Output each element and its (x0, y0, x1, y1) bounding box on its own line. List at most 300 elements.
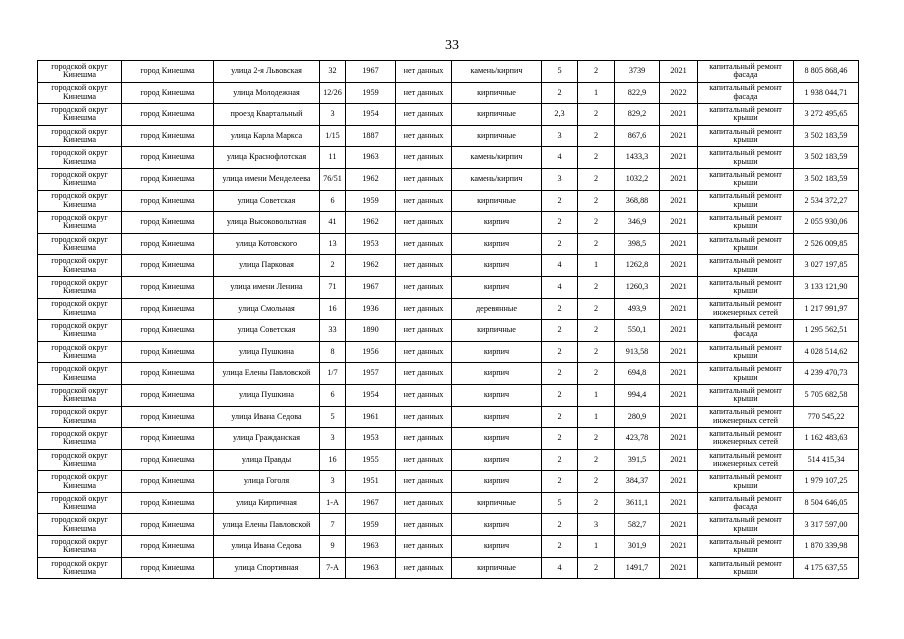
settlement-cell: город Кинешма (122, 514, 214, 536)
repair-year-cell: 2021 (660, 255, 698, 277)
district-cell: городской округ Кинешма (38, 147, 122, 169)
year-built-cell: 1962 (346, 212, 396, 234)
district-cell: городской округ Кинешма (38, 233, 122, 255)
district-cell: городской округ Кинешма (38, 61, 122, 83)
work-type-cell: капитальный ремонт крыши (698, 190, 794, 212)
repair-year-cell: 2021 (660, 363, 698, 385)
area-cell: 3739 (615, 61, 660, 83)
year-built-cell: 1955 (346, 449, 396, 471)
area-cell: 423,78 (615, 428, 660, 450)
district-cell: городской округ Кинешма (38, 428, 122, 450)
status-cell: нет данных (396, 255, 452, 277)
settlement-cell: город Кинешма (122, 536, 214, 558)
area-cell: 280,9 (615, 406, 660, 428)
entrances-cell: 1 (578, 384, 615, 406)
settlement-cell: город Кинешма (122, 557, 214, 579)
area-cell: 913,58 (615, 341, 660, 363)
settlement-cell: город Кинешма (122, 384, 214, 406)
house-number-cell: 1-А (320, 492, 346, 514)
floors-cell: 3 (542, 125, 578, 147)
year-built-cell: 1963 (346, 536, 396, 558)
floors-cell: 2 (542, 384, 578, 406)
wall-material-cell: кирпич (452, 276, 542, 298)
year-built-cell: 1954 (346, 384, 396, 406)
street-cell: улица Высоковольтная (214, 212, 320, 234)
house-number-cell: 6 (320, 190, 346, 212)
house-number-cell: 1/15 (320, 125, 346, 147)
house-number-cell: 11 (320, 147, 346, 169)
wall-material-cell: деревянные (452, 298, 542, 320)
amount-cell: 3 133 121,90 (794, 276, 859, 298)
table-row (38, 147, 859, 169)
year-built-cell: 1953 (346, 428, 396, 450)
district-cell: городской округ Кинешма (38, 406, 122, 428)
status-cell: нет данных (396, 276, 452, 298)
settlement-cell: город Кинешма (122, 147, 214, 169)
entrances-cell: 2 (578, 276, 615, 298)
wall-material-cell: камень/кирпич (452, 61, 542, 83)
house-number-cell: 5 (320, 406, 346, 428)
repair-year-cell: 2021 (660, 212, 698, 234)
floors-cell: 2 (542, 212, 578, 234)
entrances-cell: 1 (578, 406, 615, 428)
district-cell: городской округ Кинешма (38, 212, 122, 234)
table-row (38, 471, 859, 493)
settlement-cell: город Кинешма (122, 341, 214, 363)
table-row (38, 449, 859, 471)
floors-cell: 2 (542, 320, 578, 342)
street-cell: улица Спортивная (214, 557, 320, 579)
entrances-cell: 1 (578, 82, 615, 104)
street-cell: улица Карла Маркса (214, 125, 320, 147)
floors-cell: 2 (542, 406, 578, 428)
status-cell: нет данных (396, 363, 452, 385)
floors-cell: 2 (542, 428, 578, 450)
status-cell: нет данных (396, 190, 452, 212)
table-row (38, 125, 859, 147)
district-cell: городской округ Кинешма (38, 168, 122, 190)
amount-cell: 4 239 470,73 (794, 363, 859, 385)
table-row (38, 536, 859, 558)
repair-year-cell: 2021 (660, 298, 698, 320)
wall-material-cell: кирпич (452, 449, 542, 471)
amount-cell: 3 317 597,00 (794, 514, 859, 536)
street-cell: улица Ивана Седова (214, 536, 320, 558)
wall-material-cell: кирпич (452, 255, 542, 277)
street-cell: улица имени Менделеева (214, 168, 320, 190)
settlement-cell: город Кинешма (122, 363, 214, 385)
area-cell: 994,4 (615, 384, 660, 406)
floors-cell: 5 (542, 61, 578, 83)
area-cell: 582,7 (615, 514, 660, 536)
area-cell: 346,9 (615, 212, 660, 234)
table-row (38, 61, 859, 83)
repair-year-cell: 2021 (660, 320, 698, 342)
table-row (38, 298, 859, 320)
settlement-cell: город Кинешма (122, 61, 214, 83)
year-built-cell: 1967 (346, 61, 396, 83)
floors-cell: 2 (542, 341, 578, 363)
work-type-cell: капитальный ремонт инженерных сетей (698, 449, 794, 471)
street-cell: улица Пушкина (214, 341, 320, 363)
amount-cell: 3 502 183,59 (794, 147, 859, 169)
year-built-cell: 1963 (346, 557, 396, 579)
repair-year-cell: 2021 (660, 276, 698, 298)
wall-material-cell: кирпич (452, 212, 542, 234)
status-cell: нет данных (396, 82, 452, 104)
amount-cell: 4 175 637,55 (794, 557, 859, 579)
entrances-cell: 2 (578, 471, 615, 493)
work-type-cell: капитальный ремонт крыши (698, 384, 794, 406)
street-cell: улица Советская (214, 320, 320, 342)
settlement-cell: город Кинешма (122, 471, 214, 493)
amount-cell: 5 705 682,58 (794, 384, 859, 406)
work-type-cell: капитальный ремонт инженерных сетей (698, 428, 794, 450)
work-type-cell: капитальный ремонт крыши (698, 471, 794, 493)
street-cell: улица Пушкина (214, 384, 320, 406)
amount-cell: 1 217 991,97 (794, 298, 859, 320)
repair-year-cell: 2021 (660, 233, 698, 255)
work-type-cell: капитальный ремонт крыши (698, 104, 794, 126)
house-number-cell: 6 (320, 384, 346, 406)
work-type-cell: капитальный ремонт фасада (698, 82, 794, 104)
table-row (38, 320, 859, 342)
wall-material-cell: кирпичные (452, 125, 542, 147)
status-cell: нет данных (396, 168, 452, 190)
floors-cell: 3 (542, 168, 578, 190)
house-number-cell: 16 (320, 298, 346, 320)
district-cell: городской округ Кинешма (38, 384, 122, 406)
wall-material-cell: камень/кирпич (452, 168, 542, 190)
entrances-cell: 1 (578, 536, 615, 558)
repair-register-table (37, 60, 859, 579)
repair-year-cell: 2021 (660, 168, 698, 190)
area-cell: 694,8 (615, 363, 660, 385)
house-number-cell: 7-А (320, 557, 346, 579)
amount-cell: 3 502 183,59 (794, 168, 859, 190)
house-number-cell: 1/7 (320, 363, 346, 385)
entrances-cell: 2 (578, 147, 615, 169)
wall-material-cell: камень/кирпич (452, 147, 542, 169)
amount-cell: 3 502 183,59 (794, 125, 859, 147)
repair-year-cell: 2021 (660, 557, 698, 579)
district-cell: городской округ Кинешма (38, 125, 122, 147)
settlement-cell: город Кинешма (122, 320, 214, 342)
wall-material-cell: кирпич (452, 233, 542, 255)
repair-year-cell: 2021 (660, 514, 698, 536)
status-cell: нет данных (396, 298, 452, 320)
wall-material-cell: кирпич (452, 363, 542, 385)
floors-cell: 4 (542, 276, 578, 298)
street-cell: улица имени Ленина (214, 276, 320, 298)
entrances-cell: 2 (578, 298, 615, 320)
status-cell: нет данных (396, 406, 452, 428)
entrances-cell: 2 (578, 557, 615, 579)
house-number-cell: 3 (320, 428, 346, 450)
street-cell: улица Кирпичная (214, 492, 320, 514)
entrances-cell: 2 (578, 341, 615, 363)
work-type-cell: капитальный ремонт крыши (698, 168, 794, 190)
amount-cell: 3 027 197,85 (794, 255, 859, 277)
repair-year-cell: 2021 (660, 428, 698, 450)
repair-year-cell: 2021 (660, 384, 698, 406)
area-cell: 1433,3 (615, 147, 660, 169)
wall-material-cell: кирпичные (452, 82, 542, 104)
house-number-cell: 33 (320, 320, 346, 342)
settlement-cell: город Кинешма (122, 82, 214, 104)
settlement-cell: город Кинешма (122, 492, 214, 514)
area-cell: 391,5 (615, 449, 660, 471)
wall-material-cell: кирпич (452, 428, 542, 450)
floors-cell: 2 (542, 298, 578, 320)
status-cell: нет данных (396, 492, 452, 514)
district-cell: городской округ Кинешма (38, 298, 122, 320)
year-built-cell: 1961 (346, 406, 396, 428)
district-cell: городской округ Кинешма (38, 514, 122, 536)
work-type-cell: капитальный ремонт крыши (698, 276, 794, 298)
year-built-cell: 1967 (346, 492, 396, 514)
status-cell: нет данных (396, 536, 452, 558)
street-cell: улица Ивана Седова (214, 406, 320, 428)
work-type-cell: капитальный ремонт крыши (698, 147, 794, 169)
floors-cell: 4 (542, 255, 578, 277)
table-row (38, 341, 859, 363)
repair-year-cell: 2021 (660, 449, 698, 471)
table-row (38, 557, 859, 579)
year-built-cell: 1887 (346, 125, 396, 147)
table-row (38, 492, 859, 514)
year-built-cell: 1951 (346, 471, 396, 493)
wall-material-cell: кирпич (452, 384, 542, 406)
settlement-cell: город Кинешма (122, 298, 214, 320)
floors-cell: 2 (542, 536, 578, 558)
settlement-cell: город Кинешма (122, 233, 214, 255)
district-cell: городской округ Кинешма (38, 449, 122, 471)
house-number-cell: 76/51 (320, 168, 346, 190)
table-row (38, 104, 859, 126)
district-cell: городской округ Кинешма (38, 471, 122, 493)
amount-cell: 1 295 562,51 (794, 320, 859, 342)
entrances-cell: 2 (578, 233, 615, 255)
floors-cell: 2 (542, 449, 578, 471)
status-cell: нет данных (396, 212, 452, 234)
house-number-cell: 2 (320, 255, 346, 277)
status-cell: нет данных (396, 471, 452, 493)
settlement-cell: город Кинешма (122, 168, 214, 190)
district-cell: городской округ Кинешма (38, 320, 122, 342)
table-row (38, 255, 859, 277)
wall-material-cell: кирпич (452, 406, 542, 428)
year-built-cell: 1963 (346, 147, 396, 169)
district-cell: городской округ Кинешма (38, 190, 122, 212)
street-cell: проезд Квартальный (214, 104, 320, 126)
entrances-cell: 2 (578, 168, 615, 190)
work-type-cell: капитальный ремонт крыши (698, 514, 794, 536)
work-type-cell: капитальный ремонт крыши (698, 363, 794, 385)
street-cell: улица Молодежная (214, 82, 320, 104)
table-body (38, 61, 859, 579)
year-built-cell: 1954 (346, 104, 396, 126)
settlement-cell: город Кинешма (122, 449, 214, 471)
status-cell: нет данных (396, 384, 452, 406)
floors-cell: 2 (542, 82, 578, 104)
floors-cell: 4 (542, 557, 578, 579)
table-row (38, 406, 859, 428)
table-row (38, 190, 859, 212)
wall-material-cell: кирпичные (452, 492, 542, 514)
street-cell: улица Елены Павловской (214, 363, 320, 385)
status-cell: нет данных (396, 125, 452, 147)
house-number-cell: 3 (320, 471, 346, 493)
repair-year-cell: 2021 (660, 125, 698, 147)
amount-cell: 1 162 483,63 (794, 428, 859, 450)
house-number-cell: 71 (320, 276, 346, 298)
repair-year-cell: 2021 (660, 406, 698, 428)
wall-material-cell: кирпичные (452, 557, 542, 579)
table-row (38, 82, 859, 104)
house-number-cell: 41 (320, 212, 346, 234)
street-cell: улица Смольная (214, 298, 320, 320)
street-cell: улица Краснофлотская (214, 147, 320, 169)
entrances-cell: 3 (578, 514, 615, 536)
settlement-cell: город Кинешма (122, 104, 214, 126)
status-cell: нет данных (396, 428, 452, 450)
district-cell: городской округ Кинешма (38, 341, 122, 363)
wall-material-cell: кирпич (452, 471, 542, 493)
amount-cell: 2 526 009,85 (794, 233, 859, 255)
entrances-cell: 2 (578, 492, 615, 514)
amount-cell: 8 805 868,46 (794, 61, 859, 83)
status-cell: нет данных (396, 104, 452, 126)
status-cell: нет данных (396, 320, 452, 342)
street-cell: улица Правды (214, 449, 320, 471)
street-cell: улица Гоголя (214, 471, 320, 493)
district-cell: городской округ Кинешма (38, 255, 122, 277)
area-cell: 368,88 (615, 190, 660, 212)
floors-cell: 2 (542, 233, 578, 255)
settlement-cell: город Кинешма (122, 125, 214, 147)
year-built-cell: 1956 (346, 341, 396, 363)
work-type-cell: капитальный ремонт крыши (698, 125, 794, 147)
status-cell: нет данных (396, 147, 452, 169)
district-cell: городской округ Кинешма (38, 492, 122, 514)
repair-year-cell: 2021 (660, 341, 698, 363)
repair-year-cell: 2021 (660, 492, 698, 514)
entrances-cell: 2 (578, 104, 615, 126)
amount-cell: 2 055 930,06 (794, 212, 859, 234)
status-cell: нет данных (396, 61, 452, 83)
work-type-cell: капитальный ремонт крыши (698, 341, 794, 363)
district-cell: городской округ Кинешма (38, 104, 122, 126)
year-built-cell: 1953 (346, 233, 396, 255)
repair-year-cell: 2021 (660, 147, 698, 169)
entrances-cell: 1 (578, 255, 615, 277)
district-cell: городской округ Кинешма (38, 557, 122, 579)
entrances-cell: 2 (578, 190, 615, 212)
area-cell: 550,1 (615, 320, 660, 342)
amount-cell: 1 870 339,98 (794, 536, 859, 558)
area-cell: 1491,7 (615, 557, 660, 579)
status-cell: нет данных (396, 449, 452, 471)
floors-cell: 4 (542, 147, 578, 169)
area-cell: 1032,2 (615, 168, 660, 190)
street-cell: улица Гражданская (214, 428, 320, 450)
street-cell: улица Парковая (214, 255, 320, 277)
area-cell: 3611,1 (615, 492, 660, 514)
year-built-cell: 1959 (346, 190, 396, 212)
area-cell: 384,37 (615, 471, 660, 493)
repair-year-cell: 2021 (660, 61, 698, 83)
year-built-cell: 1967 (346, 276, 396, 298)
entrances-cell: 2 (578, 61, 615, 83)
floors-cell: 5 (542, 492, 578, 514)
amount-cell: 770 545,22 (794, 406, 859, 428)
amount-cell: 1 979 107,25 (794, 471, 859, 493)
amount-cell: 2 534 372,27 (794, 190, 859, 212)
work-type-cell: капитальный ремонт фасада (698, 492, 794, 514)
year-built-cell: 1936 (346, 298, 396, 320)
work-type-cell: капитальный ремонт крыши (698, 255, 794, 277)
house-number-cell: 9 (320, 536, 346, 558)
table-row (38, 428, 859, 450)
work-type-cell: капитальный ремонт крыши (698, 536, 794, 558)
year-built-cell: 1890 (346, 320, 396, 342)
settlement-cell: город Кинешма (122, 276, 214, 298)
district-cell: городской округ Кинешма (38, 536, 122, 558)
house-number-cell: 8 (320, 341, 346, 363)
street-cell: улица Елены Павловской (214, 514, 320, 536)
status-cell: нет данных (396, 233, 452, 255)
amount-cell: 514 415,34 (794, 449, 859, 471)
area-cell: 1262,8 (615, 255, 660, 277)
floors-cell: 2 (542, 471, 578, 493)
work-type-cell: капитальный ремонт крыши (698, 212, 794, 234)
area-cell: 398,5 (615, 233, 660, 255)
work-type-cell: капитальный ремонт инженерных сетей (698, 406, 794, 428)
wall-material-cell: кирпичные (452, 104, 542, 126)
table-row (38, 233, 859, 255)
entrances-cell: 2 (578, 125, 615, 147)
status-cell: нет данных (396, 514, 452, 536)
entrances-cell: 2 (578, 320, 615, 342)
work-type-cell: капитальный ремонт фасада (698, 61, 794, 83)
district-cell: городской округ Кинешма (38, 363, 122, 385)
table-row (38, 514, 859, 536)
entrances-cell: 2 (578, 363, 615, 385)
table-row (38, 276, 859, 298)
area-cell: 867,6 (615, 125, 660, 147)
area-cell: 822,9 (615, 82, 660, 104)
status-cell: нет данных (396, 341, 452, 363)
wall-material-cell: кирпич (452, 536, 542, 558)
amount-cell: 8 504 646,05 (794, 492, 859, 514)
table-row (38, 168, 859, 190)
status-cell: нет данных (396, 557, 452, 579)
floors-cell: 2,3 (542, 104, 578, 126)
house-number-cell: 3 (320, 104, 346, 126)
table-row (38, 384, 859, 406)
house-number-cell: 7 (320, 514, 346, 536)
repair-year-cell: 2021 (660, 104, 698, 126)
street-cell: улица Советская (214, 190, 320, 212)
district-cell: городской округ Кинешма (38, 82, 122, 104)
house-number-cell: 12/26 (320, 82, 346, 104)
area-cell: 493,9 (615, 298, 660, 320)
street-cell: улица Котовского (214, 233, 320, 255)
wall-material-cell: кирпичные (452, 190, 542, 212)
work-type-cell: капитальный ремонт инженерных сетей (698, 298, 794, 320)
street-cell: улица 2-я Львовская (214, 61, 320, 83)
